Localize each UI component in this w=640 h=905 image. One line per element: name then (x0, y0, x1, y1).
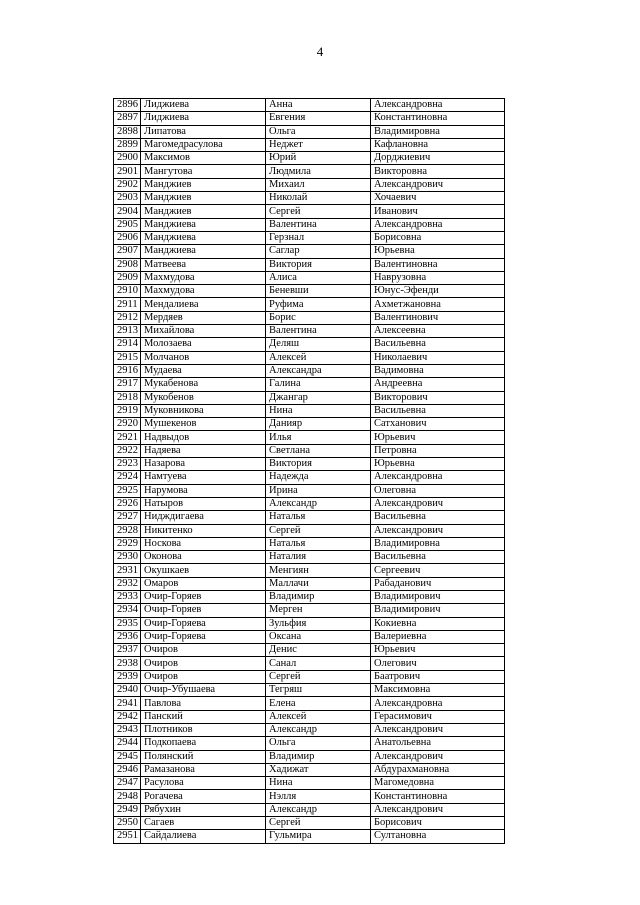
table-row (114, 192, 505, 205)
last-name-cell: Манджиева (141, 218, 266, 231)
first-name-cell: Менгиян (266, 564, 371, 577)
page-number: 4 (316, 44, 324, 59)
last-name-cell: Подкопаева (141, 737, 266, 750)
first-name-cell: Ирина (266, 484, 371, 497)
row-number-cell: 2940 (114, 684, 141, 697)
row-number-cell: 2897 (114, 112, 141, 125)
patronymic-cell: Александровна (371, 218, 505, 231)
patronymic-cell: Константиновна (371, 790, 505, 803)
patronymic-cell: Юрьевна (371, 245, 505, 258)
first-name-cell: Алиса (266, 271, 371, 284)
last-name-cell: Павлова (141, 697, 266, 710)
table-row (114, 564, 505, 577)
patronymic-cell: Александрович (371, 803, 505, 816)
table-row (114, 138, 505, 151)
last-name-cell: Окушкаев (141, 564, 266, 577)
table-row (114, 537, 505, 550)
last-name-cell: Махмудова (141, 285, 266, 298)
last-name-cell: Носкова (141, 537, 266, 550)
patronymic-cell: Юрьевич (371, 431, 505, 444)
row-number-cell: 2946 (114, 763, 141, 776)
row-number-cell: 2944 (114, 737, 141, 750)
last-name-cell: Рогачева (141, 790, 266, 803)
first-name-cell: Неджет (266, 138, 371, 151)
row-number-cell: 2908 (114, 258, 141, 271)
last-name-cell: Полянский (141, 750, 266, 763)
patronymic-cell: Султановна (371, 830, 505, 843)
patronymic-cell: Ахметжановна (371, 298, 505, 311)
table-row (114, 763, 505, 776)
last-name-cell: Рябухин (141, 803, 266, 816)
row-number-cell: 2913 (114, 325, 141, 338)
patronymic-cell: Максимовна (371, 684, 505, 697)
row-number-cell: 2922 (114, 444, 141, 457)
last-name-cell: Муковникова (141, 404, 266, 417)
patronymic-cell: Сатханович (371, 418, 505, 431)
patronymic-cell: Валериевна (371, 630, 505, 643)
patronymic-cell: Олеговна (371, 484, 505, 497)
last-name-cell: Лиджиева (141, 99, 266, 112)
row-number-cell: 2896 (114, 99, 141, 112)
table-row (114, 218, 505, 231)
patronymic-cell: Васильевна (371, 511, 505, 524)
first-name-cell: Людмила (266, 165, 371, 178)
patronymic-cell: Александровна (371, 471, 505, 484)
patronymic-cell: Кафлановна (371, 138, 505, 151)
last-name-cell: Очир-Горяев (141, 604, 266, 617)
table-row (114, 697, 505, 710)
first-name-cell: Александр (266, 803, 371, 816)
first-name-cell: Деляш (266, 338, 371, 351)
first-name-cell: Ольга (266, 737, 371, 750)
patronymic-cell: Владимировна (371, 537, 505, 550)
first-name-cell: Николай (266, 192, 371, 205)
patronymic-cell: Валентиновна (371, 258, 505, 271)
patronymic-cell: Анатольевна (371, 737, 505, 750)
table-row (114, 551, 505, 564)
table-row (114, 165, 505, 178)
table-row (114, 125, 505, 138)
row-number-cell: 2905 (114, 218, 141, 231)
last-name-cell: Мудаева (141, 364, 266, 377)
first-name-cell: Джангар (266, 391, 371, 404)
last-name-cell: Манджиева (141, 231, 266, 244)
first-name-cell: Беневши (266, 285, 371, 298)
table-row (114, 99, 505, 112)
last-name-cell: Плотников (141, 723, 266, 736)
last-name-cell: Мушекенов (141, 418, 266, 431)
table-row (114, 418, 505, 431)
table-row (114, 524, 505, 537)
row-number-cell: 2947 (114, 777, 141, 790)
table-row (114, 152, 505, 165)
row-number-cell: 2916 (114, 364, 141, 377)
table-row (114, 404, 505, 417)
row-number-cell: 2927 (114, 511, 141, 524)
table-row (114, 630, 505, 643)
table-row (114, 205, 505, 218)
first-name-cell: Светлана (266, 444, 371, 457)
patronymic-cell: Герасимович (371, 710, 505, 723)
patronymic-cell: Владимирович (371, 604, 505, 617)
patronymic-cell: Абдурахмановна (371, 763, 505, 776)
row-number-cell: 2930 (114, 551, 141, 564)
first-name-cell: Евгения (266, 112, 371, 125)
row-number-cell: 2925 (114, 484, 141, 497)
first-name-cell: Ольга (266, 125, 371, 138)
row-number-cell: 2926 (114, 497, 141, 510)
row-number-cell: 2936 (114, 630, 141, 643)
table-row (114, 750, 505, 763)
first-name-cell: Александр (266, 497, 371, 510)
last-name-cell: Никитенко (141, 524, 266, 537)
row-number-cell: 2904 (114, 205, 141, 218)
first-name-cell: Владимир (266, 590, 371, 603)
patronymic-cell: Александрович (371, 178, 505, 191)
patronymic-cell: Петровна (371, 444, 505, 457)
first-name-cell: Галина (266, 378, 371, 391)
row-number-cell: 2920 (114, 418, 141, 431)
table-row (114, 817, 505, 830)
patronymic-cell: Рабаданович (371, 577, 505, 590)
first-name-cell: Наталия (266, 551, 371, 564)
first-name-cell: Гульмира (266, 830, 371, 843)
last-name-cell: Нарумова (141, 484, 266, 497)
row-number-cell: 2910 (114, 285, 141, 298)
patronymic-cell: Кокиевна (371, 617, 505, 630)
patronymic-cell: Юрьевна (371, 458, 505, 471)
patronymic-cell: Вадимовна (371, 364, 505, 377)
first-name-cell: Валентина (266, 325, 371, 338)
last-name-cell: Надяева (141, 444, 266, 457)
table-row (114, 497, 505, 510)
patronymic-cell: Александрович (371, 750, 505, 763)
patronymic-cell: Александровна (371, 697, 505, 710)
row-number-cell: 2932 (114, 577, 141, 590)
row-number-cell: 2902 (114, 178, 141, 191)
first-name-cell: Валентина (266, 218, 371, 231)
row-number-cell: 2937 (114, 644, 141, 657)
last-name-cell: Очиров (141, 657, 266, 670)
table-row (114, 245, 505, 258)
last-name-cell: Панский (141, 710, 266, 723)
table-row (114, 271, 505, 284)
last-name-cell: Молчанов (141, 351, 266, 364)
patronymic-cell: Николаевич (371, 351, 505, 364)
row-number-cell: 2942 (114, 710, 141, 723)
row-number-cell: 2914 (114, 338, 141, 351)
row-number-cell: 2898 (114, 125, 141, 138)
first-name-cell: Нэлля (266, 790, 371, 803)
last-name-cell: Мангутова (141, 165, 266, 178)
row-number-cell: 2919 (114, 404, 141, 417)
first-name-cell: Маллачи (266, 577, 371, 590)
first-name-cell: Михаил (266, 178, 371, 191)
last-name-cell: Магомедрасулова (141, 138, 266, 151)
table-row (114, 311, 505, 324)
table-row (114, 617, 505, 630)
last-name-cell: Махмудова (141, 271, 266, 284)
table-row (114, 258, 505, 271)
row-number-cell: 2938 (114, 657, 141, 670)
patronymic-cell: Александрович (371, 497, 505, 510)
table-row (114, 737, 505, 750)
first-name-cell: Александра (266, 364, 371, 377)
last-name-cell: Сайдалиева (141, 830, 266, 843)
row-number-cell: 2921 (114, 431, 141, 444)
first-name-cell: Нина (266, 777, 371, 790)
row-number-cell: 2949 (114, 803, 141, 816)
table-row (114, 178, 505, 191)
last-name-cell: Очир-Горяева (141, 630, 266, 643)
last-name-cell: Мукабенова (141, 378, 266, 391)
row-number-cell: 2933 (114, 590, 141, 603)
table-row (114, 777, 505, 790)
patronymic-cell: Иванович (371, 205, 505, 218)
first-name-cell: Нина (266, 404, 371, 417)
last-name-cell: Оконова (141, 551, 266, 564)
row-number-cell: 2909 (114, 271, 141, 284)
first-name-cell: Елена (266, 697, 371, 710)
roster-table (113, 98, 505, 844)
first-name-cell: Алексей (266, 351, 371, 364)
patronymic-cell: Хочаевич (371, 192, 505, 205)
first-name-cell: Илья (266, 431, 371, 444)
row-number-cell: 2924 (114, 471, 141, 484)
last-name-cell: Мердяев (141, 311, 266, 324)
first-name-cell: Надежда (266, 471, 371, 484)
row-number-cell: 2950 (114, 817, 141, 830)
last-name-cell: Очиров (141, 644, 266, 657)
table-row (114, 803, 505, 816)
patronymic-cell: Олегович (371, 657, 505, 670)
last-name-cell: Манджиев (141, 192, 266, 205)
table-row (114, 604, 505, 617)
table-row (114, 577, 505, 590)
row-number-cell: 2915 (114, 351, 141, 364)
row-number-cell: 2900 (114, 152, 141, 165)
row-number-cell: 2945 (114, 750, 141, 763)
first-name-cell: Виктория (266, 258, 371, 271)
last-name-cell: Мендалиева (141, 298, 266, 311)
last-name-cell: Очир-Убушаева (141, 684, 266, 697)
first-name-cell: Сергей (266, 817, 371, 830)
table-row (114, 723, 505, 736)
patronymic-cell: Сергеевич (371, 564, 505, 577)
row-number-cell: 2951 (114, 830, 141, 843)
patronymic-cell: Викторовна (371, 165, 505, 178)
table-row (114, 364, 505, 377)
last-name-cell: Омаров (141, 577, 266, 590)
row-number-cell: 2917 (114, 378, 141, 391)
row-number-cell: 2906 (114, 231, 141, 244)
first-name-cell: Борис (266, 311, 371, 324)
table-row (114, 670, 505, 683)
patronymic-cell: Васильевна (371, 551, 505, 564)
first-name-cell: Анна (266, 99, 371, 112)
row-number-cell: 2935 (114, 617, 141, 630)
first-name-cell: Данияр (266, 418, 371, 431)
table-row (114, 325, 505, 338)
last-name-cell: Липатова (141, 125, 266, 138)
last-name-cell: Рамазанова (141, 763, 266, 776)
row-number-cell: 2912 (114, 311, 141, 324)
last-name-cell: Очиров (141, 670, 266, 683)
patronymic-cell: Александрович (371, 723, 505, 736)
last-name-cell: Сагаев (141, 817, 266, 830)
last-name-cell: Нидждигаева (141, 511, 266, 524)
row-number-cell: 2899 (114, 138, 141, 151)
last-name-cell: Расулова (141, 777, 266, 790)
first-name-cell: Мерген (266, 604, 371, 617)
table-row (114, 710, 505, 723)
table-row (114, 112, 505, 125)
row-number-cell: 2911 (114, 298, 141, 311)
first-name-cell: Владимир (266, 750, 371, 763)
table-row (114, 378, 505, 391)
roster-body (114, 99, 505, 844)
last-name-cell: Мукобенов (141, 391, 266, 404)
row-number-cell: 2939 (114, 670, 141, 683)
patronymic-cell: Андреевна (371, 378, 505, 391)
patronymic-cell: Юрьевич (371, 644, 505, 657)
last-name-cell: Назарова (141, 458, 266, 471)
table-row (114, 351, 505, 364)
patronymic-cell: Юнус-Эфенди (371, 285, 505, 298)
first-name-cell: Оксана (266, 630, 371, 643)
last-name-cell: Матвеева (141, 258, 266, 271)
first-name-cell: Герзнал (266, 231, 371, 244)
last-name-cell: Манджиева (141, 245, 266, 258)
patronymic-cell: Васильевна (371, 338, 505, 351)
patronymic-cell: Владимирович (371, 590, 505, 603)
table-row (114, 644, 505, 657)
row-number-cell: 2941 (114, 697, 141, 710)
row-number-cell: 2907 (114, 245, 141, 258)
last-name-cell: Надвыдов (141, 431, 266, 444)
first-name-cell: Хадижат (266, 763, 371, 776)
first-name-cell: Сергей (266, 524, 371, 537)
row-number-cell: 2929 (114, 537, 141, 550)
last-name-cell: Максимов (141, 152, 266, 165)
first-name-cell: Юрий (266, 152, 371, 165)
table-row (114, 231, 505, 244)
last-name-cell: Манджиев (141, 205, 266, 218)
last-name-cell: Манджиев (141, 178, 266, 191)
last-name-cell: Молозаева (141, 338, 266, 351)
patronymic-cell: Валентинович (371, 311, 505, 324)
patronymic-cell: Баатрович (371, 670, 505, 683)
row-number-cell: 2918 (114, 391, 141, 404)
table-row (114, 471, 505, 484)
row-number-cell: 2903 (114, 192, 141, 205)
table-row (114, 444, 505, 457)
table-row (114, 657, 505, 670)
table-row (114, 298, 505, 311)
row-number-cell: 2923 (114, 458, 141, 471)
first-name-cell: Наталья (266, 537, 371, 550)
first-name-cell: Алексей (266, 710, 371, 723)
table-row (114, 431, 505, 444)
first-name-cell: Александр (266, 723, 371, 736)
row-number-cell: 2928 (114, 524, 141, 537)
table-row (114, 511, 505, 524)
last-name-cell: Михайлова (141, 325, 266, 338)
table-row (114, 830, 505, 843)
patronymic-cell: Константиновна (371, 112, 505, 125)
first-name-cell: Саглар (266, 245, 371, 258)
row-number-cell: 2934 (114, 604, 141, 617)
table-row (114, 285, 505, 298)
first-name-cell: Зульфия (266, 617, 371, 630)
table-row (114, 590, 505, 603)
table-row (114, 338, 505, 351)
patronymic-cell: Васильевна (371, 404, 505, 417)
first-name-cell: Тегряш (266, 684, 371, 697)
patronymic-cell: Наврузовна (371, 271, 505, 284)
first-name-cell: Руфима (266, 298, 371, 311)
last-name-cell: Лиджиева (141, 112, 266, 125)
table-row (114, 484, 505, 497)
patronymic-cell: Магомедовна (371, 777, 505, 790)
patronymic-cell: Владимировна (371, 125, 505, 138)
patronymic-cell: Алексеевна (371, 325, 505, 338)
last-name-cell: Очир-Горяев (141, 590, 266, 603)
patronymic-cell: Дорджиевич (371, 152, 505, 165)
last-name-cell: Очир-Горяева (141, 617, 266, 630)
first-name-cell: Денис (266, 644, 371, 657)
row-number-cell: 2901 (114, 165, 141, 178)
row-number-cell: 2948 (114, 790, 141, 803)
patronymic-cell: Викторович (371, 391, 505, 404)
patronymic-cell: Александровна (371, 99, 505, 112)
row-number-cell: 2943 (114, 723, 141, 736)
first-name-cell: Сергей (266, 670, 371, 683)
table-row (114, 391, 505, 404)
first-name-cell: Санал (266, 657, 371, 670)
table-row (114, 684, 505, 697)
first-name-cell: Виктория (266, 458, 371, 471)
last-name-cell: Натыров (141, 497, 266, 510)
patronymic-cell: Борисовна (371, 231, 505, 244)
patronymic-cell: Борисович (371, 817, 505, 830)
table-row (114, 790, 505, 803)
first-name-cell: Наталья (266, 511, 371, 524)
row-number-cell: 2931 (114, 564, 141, 577)
first-name-cell: Сергей (266, 205, 371, 218)
last-name-cell: Намтуева (141, 471, 266, 484)
table-row (114, 458, 505, 471)
patronymic-cell: Александрович (371, 524, 505, 537)
